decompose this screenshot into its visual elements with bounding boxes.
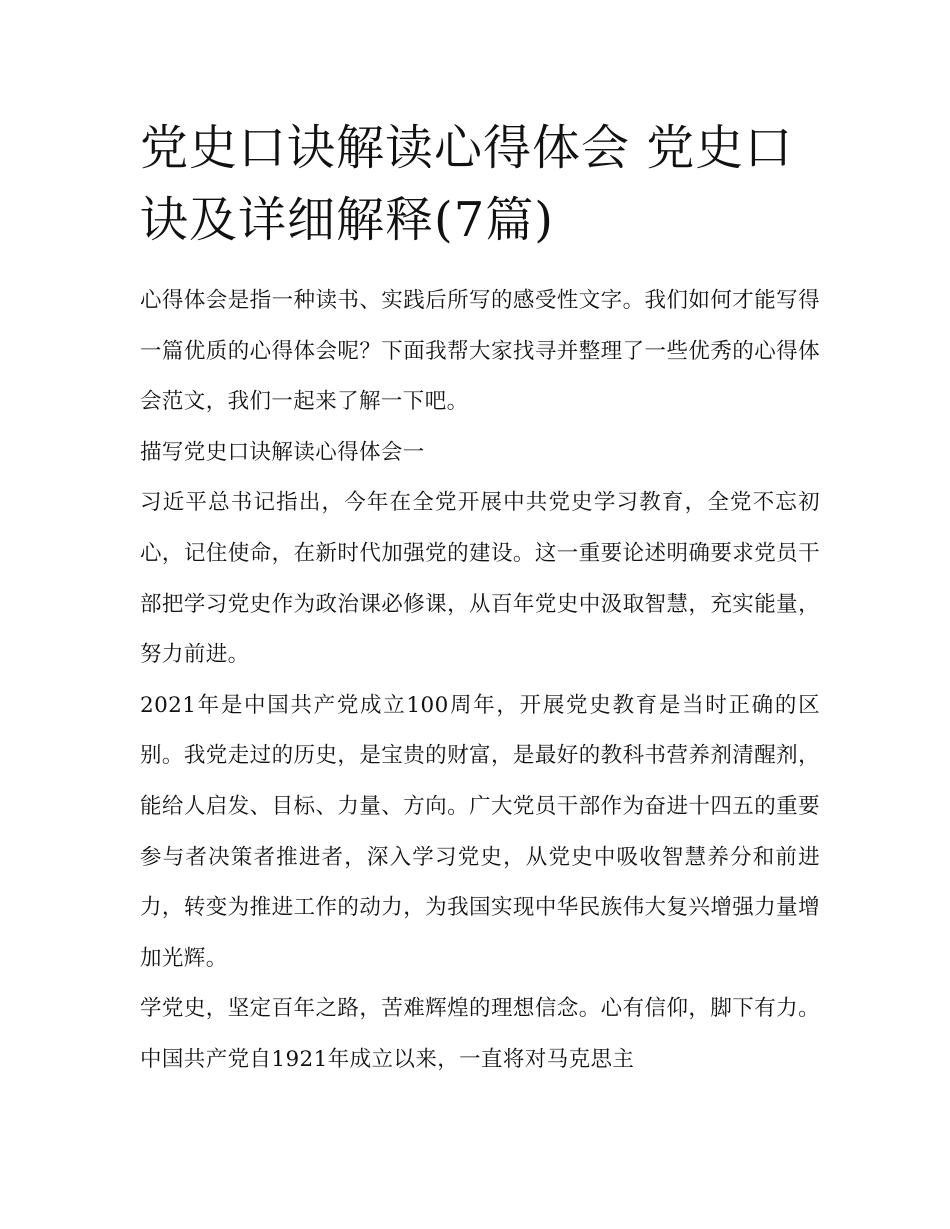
paragraph: 学党史，坚定百年之路，苦难辉煌的理想信念。心有信仰，脚下有力。中国共产党自1921年成立以来，一直将对马克思主 xyxy=(140,996,820,1072)
document-title: 党史口诀解读心得体会 党史口诀及详细解释(7篇) xyxy=(140,120,794,248)
paragraph: 2021年是中国共产党成立100周年，开展党史教育是当时正确的区别。我党走过的历史，是宝贵的财富，是最好的教科书营养剂清醒剂，能给人启发、目标、力量、方向。广大党员干部作为奋进十四五的重要参与者决策者推进者，深入学习党史，从党史中吸收智慧养分和前进力，转变为推进工作的动力，为我国实现中华民族伟大复兴增强力量增加光辉。 xyxy=(140,692,820,971)
document-body xyxy=(140,276,820,1086)
paragraph-intro: 心得体会是指一种读书、实践后所写的感受性文字。我们如何才能写得一篇优质的心得体会呢？下面我帮大家找寻并整理了一些优秀的心得体会范文，我们一起来了解一下吧。 xyxy=(140,288,820,415)
paragraph: 习近平总书记指出，今年在全党开展中共党史学习教育，全党不忘初心，记住使命，在新时代加强党的建设。这一重要论述明确要求党员干部把学习党史作为政治课必修课，从百年党史中汲取智慧，充实能量，努力前进。 xyxy=(140,490,820,668)
section-heading: 描写党史口诀解读心得体会一 xyxy=(140,439,425,465)
